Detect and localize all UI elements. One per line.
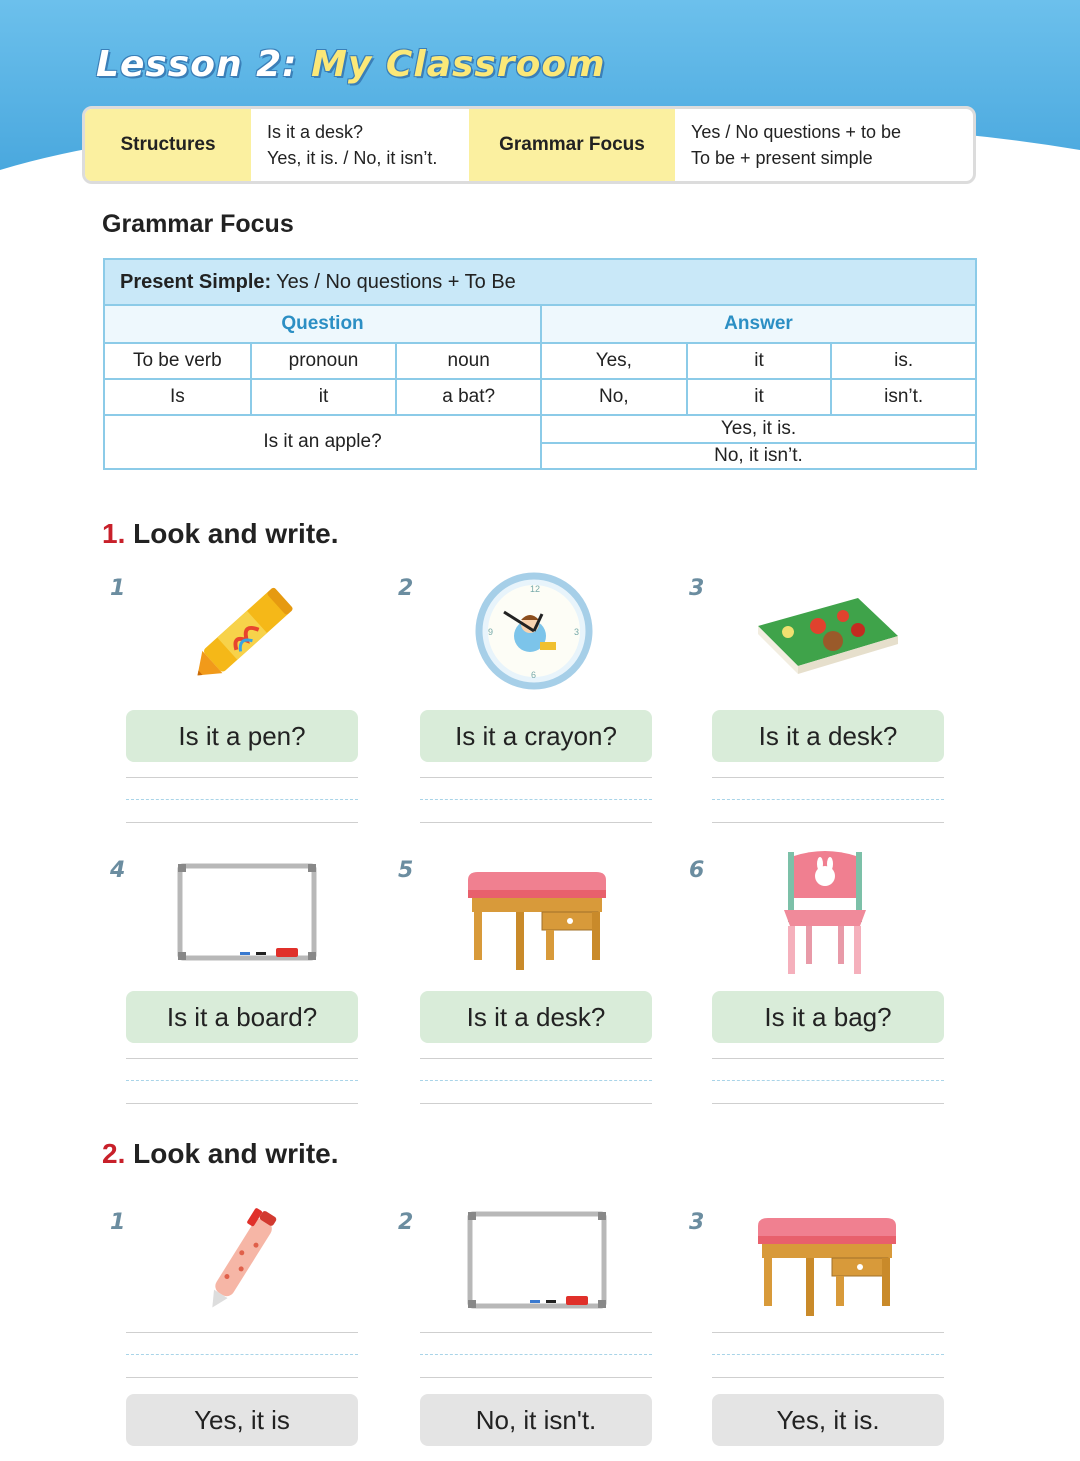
item-number: 5 (398, 858, 414, 883)
structures-label: Structures (85, 109, 251, 181)
answer-writing-lines[interactable] (420, 777, 652, 823)
desk-picture (754, 1212, 900, 1320)
lesson-title: Lesson 2: My Classroom (96, 44, 606, 85)
question-box: Is it a desk? (420, 991, 652, 1043)
grammar-focus-text: Yes / No questions + to be To be + present simple (691, 122, 901, 168)
item-number: 4 (110, 858, 126, 883)
example-question: Is it an apple? (263, 431, 382, 452)
question-writing-lines[interactable] (712, 1332, 944, 1378)
item-number: 2 (398, 1210, 414, 1235)
question-box: Is it a desk? (712, 710, 944, 762)
table-cell: it (250, 380, 396, 414)
table-cell: To be verb (132, 350, 222, 371)
svg-text:3: 3 (574, 627, 580, 637)
structures-text: Is it a desk? Yes, it is. / No, it isn’t. (267, 122, 438, 168)
answer-writing-lines[interactable] (126, 1058, 358, 1104)
table-cell: No, (540, 380, 686, 414)
example-no: No, it isn’t. (542, 442, 975, 468)
exercise1-heading: 1. Look and write. (102, 518, 339, 549)
question-box: Is it a board? (126, 991, 358, 1043)
item-number: 2 (398, 576, 414, 601)
grammar-table-title: Present Simple: Yes / No questions + To Be (105, 260, 975, 304)
answer-writing-lines[interactable] (712, 777, 944, 823)
whiteboard-picture (466, 1210, 608, 1312)
question-header: Question (105, 306, 540, 342)
answer-box: Yes, it is (126, 1394, 358, 1446)
table-cell: it (686, 344, 831, 378)
question-box: Is it a crayon? (420, 710, 652, 762)
grammar-table (103, 258, 977, 470)
svg-text:9: 9 (488, 627, 494, 637)
table-row (105, 414, 975, 468)
answer-box: Yes, it is. (712, 1394, 944, 1446)
table-cell: it (686, 380, 831, 414)
svg-text:6: 6 (531, 670, 537, 680)
question-box: Is it a pen? (126, 710, 358, 762)
example-yes: Yes, it is. (720, 418, 797, 439)
table-row (105, 378, 975, 414)
answer-header: Answer (540, 306, 975, 342)
question-writing-lines[interactable] (420, 1332, 652, 1378)
answer-writing-lines[interactable] (712, 1058, 944, 1104)
item-number: 6 (689, 858, 705, 883)
item-number: 3 (689, 1210, 705, 1235)
item-number: 1 (110, 1210, 126, 1235)
answer-box: No, it isn't. (420, 1394, 652, 1446)
table-header-row (105, 304, 975, 342)
table-cell: a bat? (395, 380, 540, 414)
svg-text:12: 12 (530, 584, 541, 594)
lesson-info-bar (82, 106, 976, 184)
grammar-heading: Grammar Focus (102, 210, 294, 238)
table-cell: isn’t. (830, 380, 975, 414)
question-writing-lines[interactable] (126, 1332, 358, 1378)
item-number: 3 (689, 576, 705, 601)
table-cell: is. (830, 344, 975, 378)
table-cell: noun (395, 344, 540, 378)
table-cell: pronoun (250, 344, 396, 378)
table-cell: Is (169, 386, 185, 407)
question-box: Is it a bag? (712, 991, 944, 1043)
table-cell: Yes, (540, 344, 686, 378)
crayon-picture (180, 578, 310, 690)
answer-writing-lines[interactable] (420, 1058, 652, 1104)
table-row (105, 342, 975, 378)
item-number: 1 (110, 576, 126, 601)
pen-picture (186, 1204, 298, 1316)
answer-writing-lines[interactable] (126, 777, 358, 823)
chair-picture (776, 846, 876, 982)
whiteboard-picture (176, 862, 318, 964)
book-picture (748, 586, 902, 676)
desk-picture (464, 866, 610, 974)
example-answers (540, 416, 975, 468)
clock-picture (474, 572, 594, 690)
grammar-focus-label: Grammar Focus (469, 109, 675, 181)
exercise2-heading: 2. Look and write. (102, 1138, 339, 1169)
